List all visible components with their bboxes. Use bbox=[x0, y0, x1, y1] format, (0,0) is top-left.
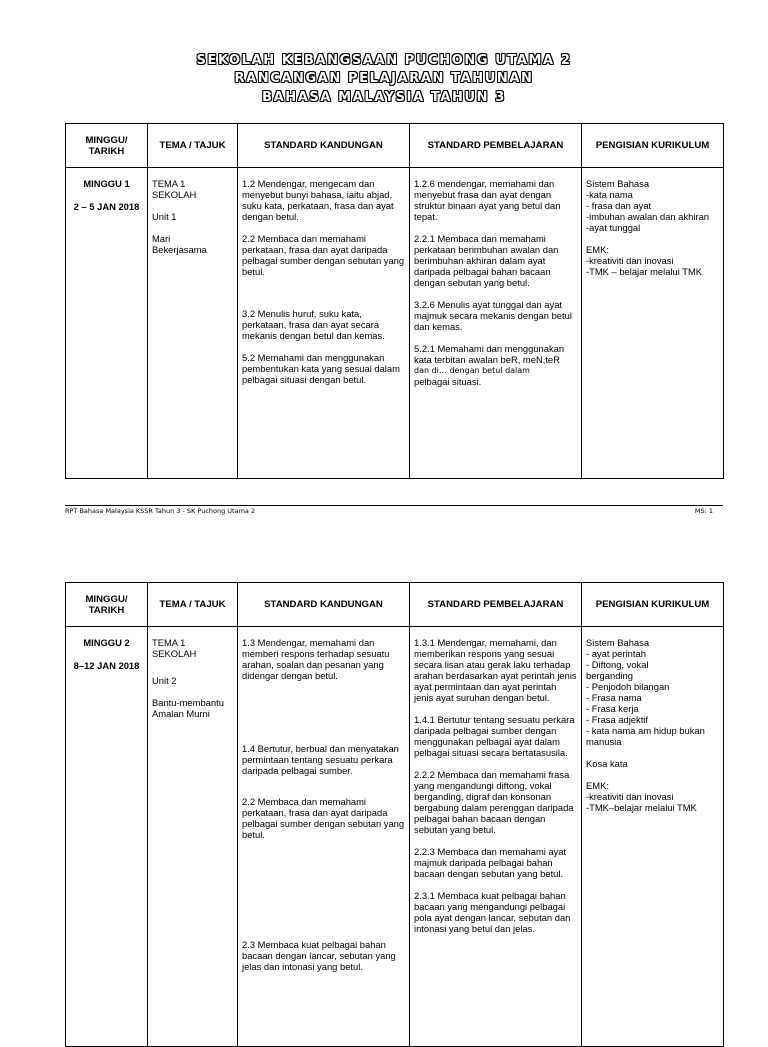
week-date: 8–12 JAN 2018 bbox=[73, 660, 140, 671]
col-header-standard-kandungan: STANDARD KANDUNGAN bbox=[238, 124, 410, 168]
unit-text: Unit 2 bbox=[152, 675, 177, 686]
col-header-standard-pembelajaran: STANDARD PEMBELAJARAN bbox=[410, 124, 582, 168]
sp-item: 2.2.2 Membaca dan memahami frasa yang mengandungi diftong, vokal berganding, digraf dan konsonan bergabung dalam perenggan daripada pelbagai bahan bacaan dengan sebutan yang betul. bbox=[414, 769, 574, 835]
sp-item: 2.3.1 Membaca kuat pelbagai bahan bacaan yang mengandungi pelbagai pola ayat dengan lancar, sebutan dan intonasi yang betul dan jelas. bbox=[414, 890, 571, 934]
rpt-table-week1 bbox=[65, 123, 724, 479]
page-footer bbox=[65, 505, 723, 515]
col-header-standard-pembelajaran: STANDARD PEMBELAJARAN bbox=[410, 583, 582, 627]
sk-item: 2.3 Membaca kuat pelbagai bahan bacaan dengan lancar, sebutan yang jelas dan intonasi yang betul. bbox=[242, 939, 396, 972]
pk-sistem-bahasa: Sistem Bahasa - ayat perintah - Diftong, vokal berganding - Penjodoh bilangan - Frasa nama - Frasa kerja - Frasa adjektif - kata nama am hidup bukan manusia bbox=[586, 637, 705, 747]
pk-kosa-kata: Kosa kata bbox=[586, 758, 628, 769]
col-header-pengisian-kurikulum: PENGISIAN KURIKULUM bbox=[582, 124, 724, 168]
sk-item: 2.2 Membaca dan memahami perkataan, frasa dan ayat daripada pelbagai sumber dengan sebutan yang betul. bbox=[242, 796, 405, 840]
week-label: MINGGU 1 bbox=[83, 178, 130, 189]
sk-item: 5.2 Memahami dan menggunakan pembentukan kata yang sesuai dalam pelbagai situasi dengan betul. bbox=[242, 352, 400, 385]
col-header-pengisian-kurikulum: PENGISIAN KURIKULUM bbox=[582, 583, 724, 627]
col-header-tema: TEMA / TAJUK bbox=[148, 124, 238, 168]
footer-title: RPT Bahasa Malaysia KSSR Tahun 3 - SK Puchong Utama 2 bbox=[65, 507, 256, 515]
subject-title: BAHASA MALAYSIA TAHUN 3 bbox=[262, 90, 506, 105]
footer-page-number: MS: 1 bbox=[694, 507, 713, 515]
col-header-standard-kandungan: STANDARD KANDUNGAN bbox=[238, 583, 410, 627]
theme-text: TEMA 1 SEKOLAH Unit 1 Mari Bekerjasama bbox=[152, 178, 207, 255]
sp-item-continued: dan di… dengan betul dalam bbox=[414, 366, 530, 375]
pk-emk: EMK: -kreativiti dan inovasi -TMK – belajar melalui TMK bbox=[586, 244, 703, 277]
sk-item: 1.4 Bertutur, berbual dan menyatakan permintaan tentang sesuatu perkara daripada pelbagai sumber. bbox=[242, 743, 399, 776]
sk-item: 3.2 Menulis huruf, suku kata, perkataan, frasa dan ayat secara mekanis dengan betul dan kemas. bbox=[242, 308, 385, 341]
plan-title: RANCANGAN PELAJARAN TAHUNAN bbox=[234, 71, 534, 86]
sp-item: 2.2.1 Membaca dan memahami perkataan berimbuhan awalan dan berimbuhan akhiran dalam ayat daripada pelbagai bahan bacaan dengan sebutan yang betul. bbox=[414, 233, 559, 288]
sp-item-continued: pelbagai situasi. bbox=[414, 376, 482, 387]
rpt-table-week2 bbox=[65, 582, 724, 1047]
col-header-tema: TEMA / TAJUK bbox=[148, 583, 238, 627]
sp-item: 2.2.3 Membaca dan memahami ayat majmuk daripada pelbagai bahan bacaan dengan sebutan yang betul. bbox=[414, 846, 567, 879]
pk-sistem-bahasa: Sistem Bahasa -kata nama - frasa dan ayat -imbuhan awalan dan akhiran -ayat tunggal bbox=[586, 178, 709, 233]
sk-item: 1.2 Mendengar, mengecam dan menyebut bunyi bahasa, iaitu abjad, suku kata, perkataan, frasa dan ayat dengan betul. bbox=[242, 178, 394, 222]
sp-item: 3.2.6 Menulis ayat tunggal dan ayat majmuk secara mekanis dengan betul dan kemas. bbox=[414, 299, 572, 332]
col-header-minggu: MINGGU/ TARIKH bbox=[66, 124, 148, 168]
school-title: SEKOLAH KEBANGSAAN PUCHONG UTAMA 2 bbox=[196, 53, 572, 68]
sp-item: 1.2.6 mendengar, memahami dan menyebut frasa dan ayat dengan struktur binaan ayat yang betul dan tepat. bbox=[414, 178, 561, 222]
col-header-minggu: MINGGU/ TARIKH bbox=[66, 583, 148, 627]
pk-emk: EMK: -kreativiti dan inovasi -TMK–belajar melalui TMK bbox=[586, 780, 697, 813]
week-date: 2 – 5 JAN 2018 bbox=[73, 201, 140, 212]
theme-text: TEMA 1 SEKOLAH bbox=[152, 637, 197, 659]
sp-item: 1.4.1 Bertutur tentang sesuatu perkara daripada pelbagai sumber dengan menggunakan pelbagai ayat dalam pelbagai situasi secara bertatasusila. bbox=[414, 714, 575, 758]
sk-item: 1.3 Mendengar, memahami dan memberi respons terhadap sesuatu arahan, soalan dan pesanan yang didengar dengan betul. bbox=[242, 637, 390, 681]
table-row bbox=[66, 168, 724, 479]
sp-item: 5.2.1 Memahami dan menggunakan kata terbitan awalan beR, meN,teR bbox=[414, 343, 565, 365]
sk-item: 2.2 Membaca dan memahami perkataan, frasa dan ayat daripada pelbagai sumber dengan sebutan yang betul. bbox=[242, 233, 405, 277]
sp-item: 1.3.1 Mendengar, memahami, dan memberikan respons yang sesuai secara lisan atau gerak laku terhadap arahan berdasarkan ayat perintah jenis ayat permintaan dan ayat perintah jenis ayat suruhan dengan betul. bbox=[414, 637, 577, 703]
week-label: MINGGU 2 bbox=[83, 637, 130, 648]
table-row bbox=[66, 627, 724, 1047]
unit-title: Bantu-membantu Amalan Murni bbox=[152, 697, 224, 719]
